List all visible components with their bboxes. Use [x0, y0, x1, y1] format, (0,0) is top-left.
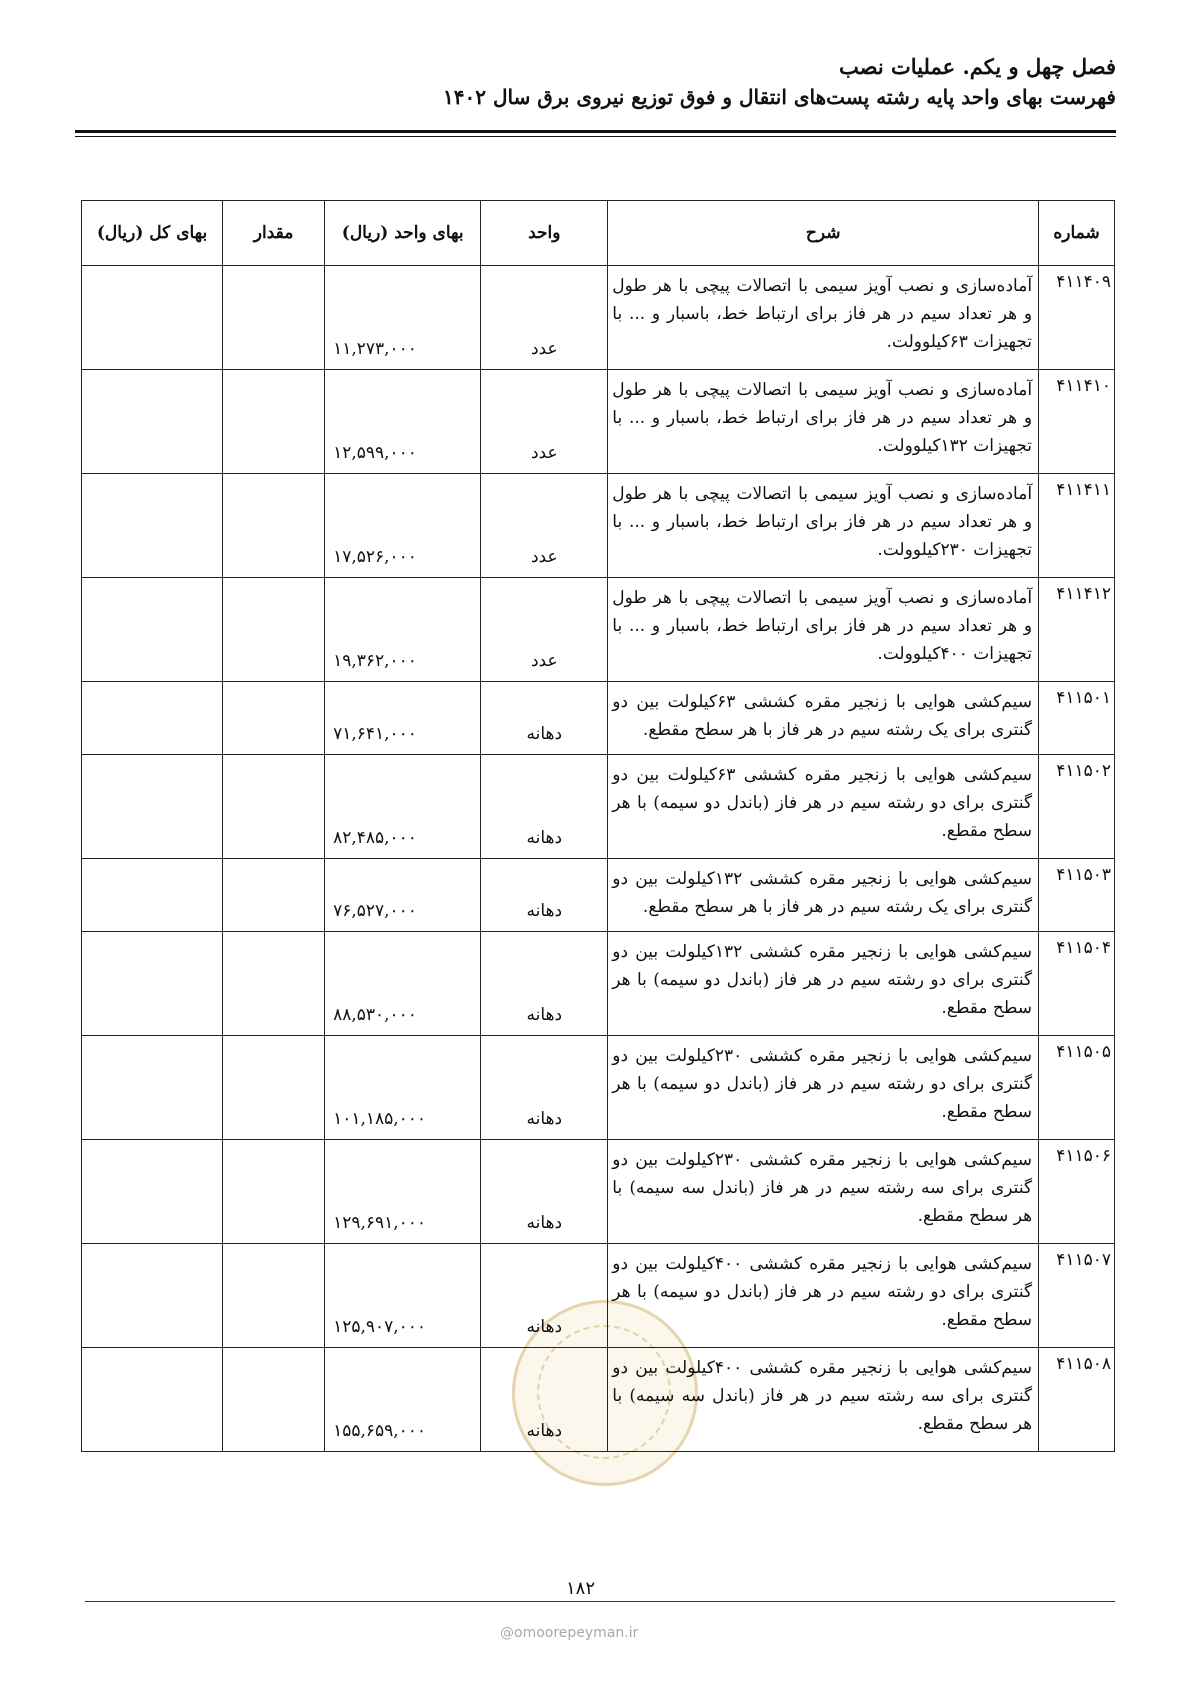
- item-unit-price: ۱۹,۳۶۲,۰۰۰: [325, 578, 481, 682]
- col-header-quantity: مقدار: [223, 201, 325, 266]
- table-row: [82, 474, 1115, 578]
- item-unit: دهانه: [481, 932, 608, 1036]
- item-number: ۴۱۱۵۰۶: [1039, 1140, 1115, 1244]
- item-quantity: [223, 1036, 325, 1140]
- col-header-total-price: بهای کل (ریال): [82, 201, 223, 266]
- item-unit: عدد: [481, 266, 608, 370]
- item-description: آماده‌سازی و نصب آویز سیمی با اتصالات پیچی با هر طول و هر تعداد سیم در هر فاز برای ارتباط خط، باسبار و ... با تجهیزات ۲۳۰کیلوولت.: [608, 474, 1039, 578]
- item-unit-price: ۱۲۹,۶۹۱,۰۰۰: [325, 1140, 481, 1244]
- item-number: ۴۱۱۴۱۱: [1039, 474, 1115, 578]
- item-description: سیم‌کشی هوایی با زنجیر مقره کششی ۶۳کیلولت بین دو گنتری برای یک رشته سیم در هر فاز با هر سطح مقطع.: [608, 682, 1039, 755]
- item-description: سیم‌کشی هوایی با زنجیر مقره کششی ۲۳۰کیلولت بین دو گنتری برای دو رشته سیم در هر فاز (باندل دو سیمه) با هر سطح مقطع.: [608, 1036, 1039, 1140]
- item-total-price: [82, 1140, 223, 1244]
- item-unit-price: ۱۷,۵۲۶,۰۰۰: [325, 474, 481, 578]
- item-unit: دهانه: [481, 682, 608, 755]
- header-rule-thick: [75, 130, 1116, 133]
- item-quantity: [223, 370, 325, 474]
- item-total-price: [82, 859, 223, 932]
- footer-rule: [85, 1601, 1115, 1602]
- item-number: ۴۱۱۵۰۲: [1039, 755, 1115, 859]
- item-unit-price: ۱۲,۵۹۹,۰۰۰: [325, 370, 481, 474]
- chapter-title: فصل چهل و یکم. عملیات نصب: [839, 54, 1116, 79]
- col-header-unit-price: بهای واحد (ریال): [325, 201, 481, 266]
- col-header-description: شرح: [608, 201, 1039, 266]
- page-header: [75, 52, 1116, 112]
- item-unit: عدد: [481, 370, 608, 474]
- item-description: سیم‌کشی هوایی با زنجیر مقره کششی ۴۰۰کیلولت بین دو گنتری برای سه رشته سیم در هر فاز (باندل سه سیمه) با هر سطح مقطع.: [608, 1348, 1039, 1452]
- table-row: [82, 1348, 1115, 1452]
- item-unit-price: ۱۱,۲۷۳,۰۰۰: [325, 266, 481, 370]
- site-watermark: @omoorepeyman.ir: [500, 1625, 639, 1641]
- table-row: [82, 370, 1115, 474]
- item-total-price: [82, 578, 223, 682]
- item-number: ۴۱۱۵۰۴: [1039, 932, 1115, 1036]
- page-number: ۱۸۲: [560, 1578, 601, 1599]
- item-quantity: [223, 755, 325, 859]
- item-unit-price: ۷۶,۵۲۷,۰۰۰: [325, 859, 481, 932]
- item-total-price: [82, 1244, 223, 1348]
- table-row: [82, 755, 1115, 859]
- item-quantity: [223, 859, 325, 932]
- item-number: ۴۱۱۵۰۸: [1039, 1348, 1115, 1452]
- table-row: [82, 682, 1115, 755]
- item-quantity: [223, 578, 325, 682]
- table-row: [82, 1036, 1115, 1140]
- item-number: ۴۱۱۴۰۹: [1039, 266, 1115, 370]
- item-unit-price: ۷۱,۶۴۱,۰۰۰: [325, 682, 481, 755]
- table-row: [82, 578, 1115, 682]
- item-description: آماده‌سازی و نصب آویز سیمی با اتصالات پیچی با هر طول و هر تعداد سیم در هر فاز برای ارتباط خط، باسبار و ... با تجهیزات ۱۳۲کیلوولت.: [608, 370, 1039, 474]
- item-total-price: [82, 682, 223, 755]
- item-total-price: [82, 474, 223, 578]
- item-unit: دهانه: [481, 1348, 608, 1452]
- item-quantity: [223, 682, 325, 755]
- document-subtitle: فهرست بهای واحد پایه رشته پست‌های انتقال و فوق توزیع نیروی برق سال ۱۴۰۲: [443, 85, 1116, 109]
- item-description: آماده‌سازی و نصب آویز سیمی با اتصالات پیچی با هر طول و هر تعداد سیم در هر فاز برای ارتباط خط، باسبار و ... با تجهیزات ۴۰۰کیلوولت.: [608, 578, 1039, 682]
- item-unit: دهانه: [481, 1036, 608, 1140]
- item-quantity: [223, 266, 325, 370]
- item-unit-price: ۸۸,۵۳۰,۰۰۰: [325, 932, 481, 1036]
- item-total-price: [82, 370, 223, 474]
- item-number: ۴۱۱۴۱۰: [1039, 370, 1115, 474]
- col-header-unit: واحد: [481, 201, 608, 266]
- item-unit-price: ۱۵۵,۶۵۹,۰۰۰: [325, 1348, 481, 1452]
- item-description: آماده‌سازی و نصب آویز سیمی با اتصالات پیچی با هر طول و هر تعداد سیم در هر فاز برای ارتباط خط، باسبار و ... با تجهیزات ۶۳کیلوولت.: [608, 266, 1039, 370]
- table-row: [82, 1140, 1115, 1244]
- item-quantity: [223, 1244, 325, 1348]
- table-row: [82, 266, 1115, 370]
- item-description: سیم‌کشی هوایی با زنجیر مقره کششی ۲۳۰کیلولت بین دو گنتری برای سه رشته سیم در هر فاز (باندل سه سیمه) با هر سطح مقطع.: [608, 1140, 1039, 1244]
- item-total-price: [82, 1036, 223, 1140]
- price-list-table: [81, 200, 1115, 1452]
- item-description: سیم‌کشی هوایی با زنجیر مقره کششی ۴۰۰کیلولت بین دو گنتری برای دو رشته سیم در هر فاز (باندل دو سیمه) با هر سطح مقطع.: [608, 1244, 1039, 1348]
- table-row: [82, 1244, 1115, 1348]
- item-unit: دهانه: [481, 1140, 608, 1244]
- table-header-row: [82, 201, 1115, 266]
- item-unit-price: ۸۲,۴۸۵,۰۰۰: [325, 755, 481, 859]
- item-unit: عدد: [481, 474, 608, 578]
- item-unit-price: ۱۲۵,۹۰۷,۰۰۰: [325, 1244, 481, 1348]
- item-total-price: [82, 755, 223, 859]
- table-row: [82, 859, 1115, 932]
- item-description: سیم‌کشی هوایی با زنجیر مقره کششی ۱۳۲کیلولت بین دو گنتری برای دو رشته سیم در هر فاز (باندل دو سیمه) با هر سطح مقطع.: [608, 932, 1039, 1036]
- item-number: ۴۱۱۴۱۲: [1039, 578, 1115, 682]
- item-unit: عدد: [481, 578, 608, 682]
- item-description: سیم‌کشی هوایی با زنجیر مقره کششی ۶۳کیلولت بین دو گنتری برای دو رشته سیم در هر فاز (باندل دو سیمه) با هر سطح مقطع.: [608, 755, 1039, 859]
- item-number: ۴۱۱۵۰۵: [1039, 1036, 1115, 1140]
- item-quantity: [223, 1348, 325, 1452]
- item-unit-price: ۱۰۱,۱۸۵,۰۰۰: [325, 1036, 481, 1140]
- item-total-price: [82, 932, 223, 1036]
- header-rule-thin: [75, 136, 1116, 137]
- table-row: [82, 932, 1115, 1036]
- item-unit: دهانه: [481, 1244, 608, 1348]
- item-description: سیم‌کشی هوایی با زنجیر مقره کششی ۱۳۲کیلولت بین دو گنتری برای یک رشته سیم در هر فاز با هر سطح مقطع.: [608, 859, 1039, 932]
- item-quantity: [223, 474, 325, 578]
- item-total-price: [82, 1348, 223, 1452]
- item-quantity: [223, 932, 325, 1036]
- item-quantity: [223, 1140, 325, 1244]
- item-unit: دهانه: [481, 755, 608, 859]
- item-number: ۴۱۱۵۰۷: [1039, 1244, 1115, 1348]
- item-unit: دهانه: [481, 859, 608, 932]
- col-header-number: شماره: [1039, 201, 1115, 266]
- item-number: ۴۱۱۵۰۳: [1039, 859, 1115, 932]
- item-total-price: [82, 266, 223, 370]
- item-number: ۴۱۱۵۰۱: [1039, 682, 1115, 755]
